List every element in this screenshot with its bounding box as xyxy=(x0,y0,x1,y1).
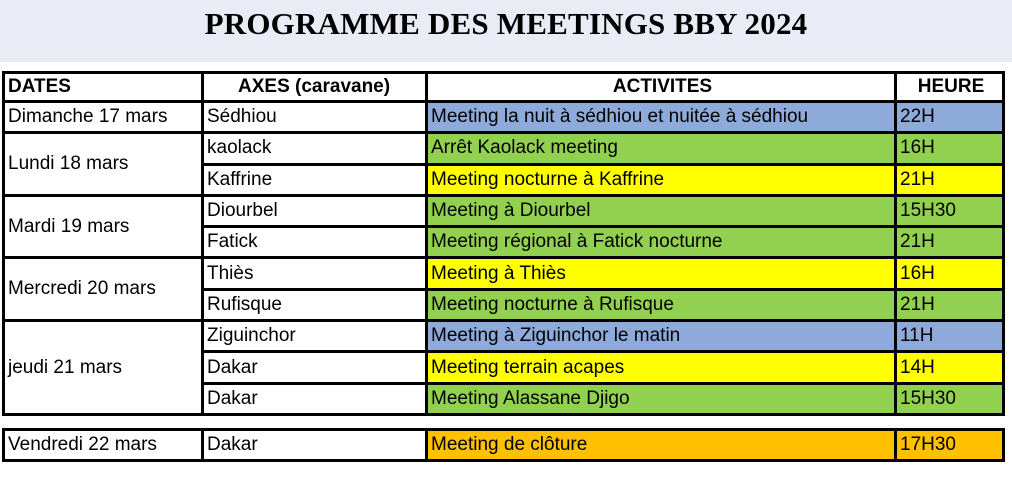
axe-cell: Thiès xyxy=(204,259,425,287)
activite-cell: Meeting de clôture xyxy=(428,431,894,459)
heure-cell: 21H xyxy=(897,166,1002,194)
schedule-table xyxy=(2,71,1005,416)
activite-cell: Arrêt Kaolack meeting xyxy=(428,134,894,162)
axe-cell: Dakar xyxy=(204,431,425,459)
heure-cell: 21H xyxy=(897,228,1002,256)
date-cell: Vendredi 22 mars xyxy=(5,431,201,459)
heure-cell: 11H xyxy=(897,322,1002,350)
heure-cell: 16H xyxy=(897,134,1002,162)
heure-cell: 14H xyxy=(897,353,1002,381)
date-cell: jeudi 21 mars xyxy=(5,322,201,413)
heure-cell: 21H xyxy=(897,291,1002,319)
date-cell: Dimanche 17 mars xyxy=(5,103,201,131)
activite-cell: Meeting à Thiès xyxy=(428,259,894,287)
header-dates: DATES xyxy=(5,74,201,100)
header-heure: HEURE xyxy=(897,74,1002,100)
axe-cell: Fatick xyxy=(204,228,425,256)
activite-cell: Meeting à Ziguinchor le matin xyxy=(428,322,894,350)
axe-cell: Diourbel xyxy=(204,197,425,225)
activite-cell: Meeting à Diourbel xyxy=(428,197,894,225)
date-cell: Mardi 19 mars xyxy=(5,197,201,257)
axe-cell: Ziguinchor xyxy=(204,322,425,350)
heure-cell: 22H xyxy=(897,103,1002,131)
activite-cell: Meeting régional à Fatick nocturne xyxy=(428,228,894,256)
activite-cell: Meeting nocturne à Rufisque xyxy=(428,291,894,319)
heure-cell: 15H30 xyxy=(897,385,1002,413)
date-cell: Lundi 18 mars xyxy=(5,134,201,194)
header-activites: ACTIVITES xyxy=(428,74,894,100)
date-cell: Mercredi 20 mars xyxy=(5,259,201,319)
closing-meeting-table xyxy=(2,428,1005,462)
header-axes: AXES (caravane) xyxy=(204,74,425,100)
axe-cell: Dakar xyxy=(204,385,425,413)
heure-cell: 17H30 xyxy=(897,431,1002,459)
axe-cell: Dakar xyxy=(204,353,425,381)
activite-cell: Meeting la nuit à sédhiou et nuitée à sédhiou xyxy=(428,103,894,131)
activite-cell: Meeting nocturne à Kaffrine xyxy=(428,166,894,194)
activite-cell: Meeting Alassane Djigo xyxy=(428,385,894,413)
axe-cell: Sédhiou xyxy=(204,103,425,131)
axe-cell: Kaffrine xyxy=(204,166,425,194)
page-title: PROGRAMME DES MEETINGS BBY 2024 xyxy=(204,6,808,41)
heure-cell: 16H xyxy=(897,259,1002,287)
activite-cell: Meeting terrain acapes xyxy=(428,353,894,381)
axe-cell: kaolack xyxy=(204,134,425,162)
axe-cell: Rufisque xyxy=(204,291,425,319)
heure-cell: 15H30 xyxy=(897,197,1002,225)
